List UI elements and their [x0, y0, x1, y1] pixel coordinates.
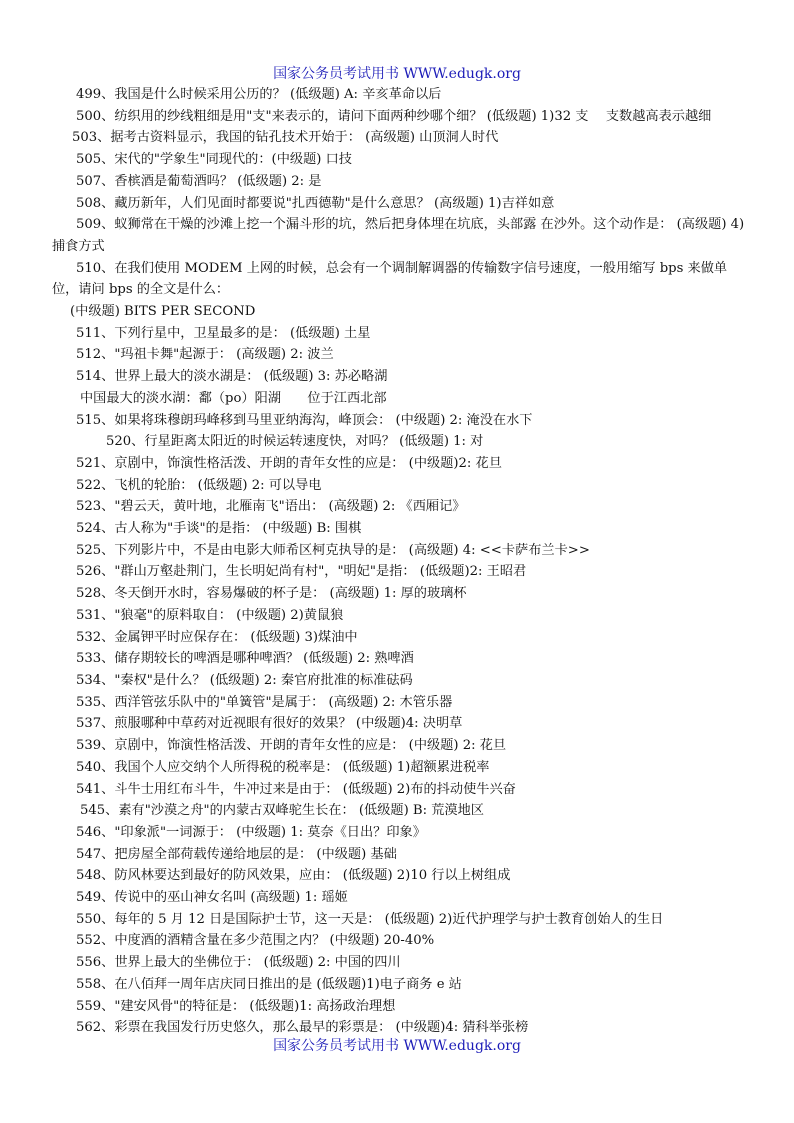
line-514-note: 中国最大的淡水湖：鄱（po）阳湖 位于江西北部 — [80, 390, 387, 406]
line-540: 540、我国个人应交纳个人所得税的税率是： (低级题) 1)超额累进税率 — [76, 759, 490, 775]
line-510-answer: (中级题) BITS PER SECOND — [70, 304, 256, 320]
line-534: 534、"秦权"是什么？ (低级题) 2: 秦官府批准的标准砝码 — [76, 672, 413, 688]
line-533: 533、储存期较长的啤酒是哪种啤酒？ (低级题) 2: 熟啤酒 — [76, 651, 414, 667]
line-541: 541、斗牛士用红布斗牛，牛冲过来是由于： (低级题) 2)布的抖动使牛兴奋 — [76, 781, 516, 797]
line-521: 521、京剧中，饰演性格活泼、开朗的青年女性的应是： (中级题)2: 花旦 — [76, 455, 502, 471]
line-550: 550、每年的 5 月 12 日是国际护士节，这一天是： (低级题) 2)近代护理学与护士教育创始人的生日 — [76, 911, 664, 927]
line-522: 522、飞机的轮胎： (低级题) 2: 可以导电 — [76, 477, 322, 493]
line-510: 510、在我们使用 MODEM 上网的时候，总会有一个调制解调器的传输数字信号速度，一般用缩写 bps 来做单位，请问 bps 的全文是什么： — [52, 260, 728, 298]
line-514: 514、世界上最大的淡水湖是： (低级题) 3: 苏必略湖 — [76, 369, 388, 385]
line-515: 515、如果将珠穆朗玛峰移到马里亚纳海沟，峰顶会： (中级题) 2: 淹没在水下 — [76, 412, 533, 428]
document-body — [52, 84, 746, 1039]
line-532: 532、金属钾平时应保存在： (低级题) 3)煤油中 — [76, 629, 358, 645]
line-546: 546、"印象派"一词源于： (中级题) 1: 莫奈《日出？印象》 — [76, 824, 426, 840]
line-535: 535、西洋管弦乐队中的"单簧管"是属于： (高级题) 2: 木管乐器 — [76, 694, 453, 710]
line-500: 500、纺织用的纱线粗细是用"支"来表示的，请问下面两种纱哪个细？ (低级题) 1)32 支 支数越高表示越细 — [76, 108, 712, 124]
line-545: 545、素有"沙漠之舟"的内蒙古双峰驼生长在： (低级题) B: 荒漠地区 — [80, 803, 484, 819]
line-562: 562、彩票在我国发行历史悠久，那么最早的彩票是： (中级题)4: 猜科举张榜 — [76, 1020, 529, 1036]
line-528: 528、冬天倒开水时，容易爆破的杯子是： (高级题) 1: 厚的玻璃杯 — [76, 586, 467, 602]
line-499: 499、我国是什么时候采用公历的？ (低级题) A: 辛亥革命以后 — [76, 87, 442, 102]
line-503: 503、据考古资料显示，我国的钻孔技术开始于： (高级题) 山顶洞人时代 — [72, 130, 499, 146]
page-footer: 国家公务员考试用书 WWW.edugk.org — [273, 1038, 521, 1054]
line-523: 523、"碧云天，黄叶地，北雁南飞"语出： (高级题) 2: 《西厢记》 — [76, 499, 466, 515]
line-512: 512、"玛祖卡舞"起源于： (高级题) 2: 波兰 — [76, 347, 334, 363]
line-556: 556、世界上最大的坐佛位于： (低级题) 2: 中国的四川 — [76, 955, 401, 971]
line-525: 525、下列影片中，不是由电影大师希区柯克执导的是： (高级题) 4: <<卡萨布兰卡>> — [76, 542, 590, 558]
line-509: 509、蚁狮常在干燥的沙滩上挖一个漏斗形的坑，然后把身体埋在坑底，头部露 在沙外。这个动作是： (高级题) 4)捕食方式 — [52, 217, 745, 254]
line-547: 547、把房屋全部荷载传递给地层的是： (中级题) 基础 — [76, 846, 397, 862]
line-520: 520、行星距离太阳近的时候运转速度快，对吗？ (低级题) 1: 对 — [106, 434, 484, 450]
line-508: 508、藏历新年，人们见面时都要说"扎西德勒"是什么意思？ (高级题) 1)吉祥如意 — [76, 195, 555, 211]
line-537: 537、煎服哪种中草药对近视眼有很好的效果？ (中级题)4: 决明草 — [76, 716, 463, 732]
line-549: 549、传说中的巫山神女名叫 (高级题) 1: 瑶姬 — [76, 890, 348, 906]
line-558: 558、在八佰拜一周年店庆同日推出的是 (低级题)1)电子商务 e 站 — [76, 976, 462, 992]
line-526: 526、"群山万壑赴荆门，生长明妃尚有村"，"明妃"是指： (低级题)2: 王昭君 — [76, 564, 527, 580]
line-507: 507、香槟酒是葡萄酒吗？ (低级题) 2: 是 — [76, 173, 322, 189]
line-539: 539、京剧中，饰演性格活泼、开朗的青年女性的应是： (中级题) 2: 花旦 — [76, 738, 507, 754]
line-548: 548、防风林要达到最好的防风效果，应由： (低级题) 2)10 行以上树组成 — [76, 868, 511, 884]
line-524: 524、古人称为"手谈"的是指： (中级题) B: 围棋 — [76, 521, 362, 537]
line-552: 552、中度酒的酒精含量在多少范围之内？ (中级题) 20-40% — [76, 933, 435, 949]
line-559: 559、"建安风骨"的特征是： (低级题)1: 高扬政治理想 — [76, 998, 396, 1014]
page-header: 国家公务员考试用书 WWW.edugk.org — [273, 66, 521, 82]
line-511: 511、下列行星中，卫星最多的是： (低级题) 土星 — [76, 325, 371, 341]
line-505: 505、宋代的"学象生"同现代的：(中级题) 口技 — [76, 152, 352, 168]
line-531: 531、"狼毫"的原料取自： (中级题) 2)黄鼠狼 — [76, 607, 344, 623]
